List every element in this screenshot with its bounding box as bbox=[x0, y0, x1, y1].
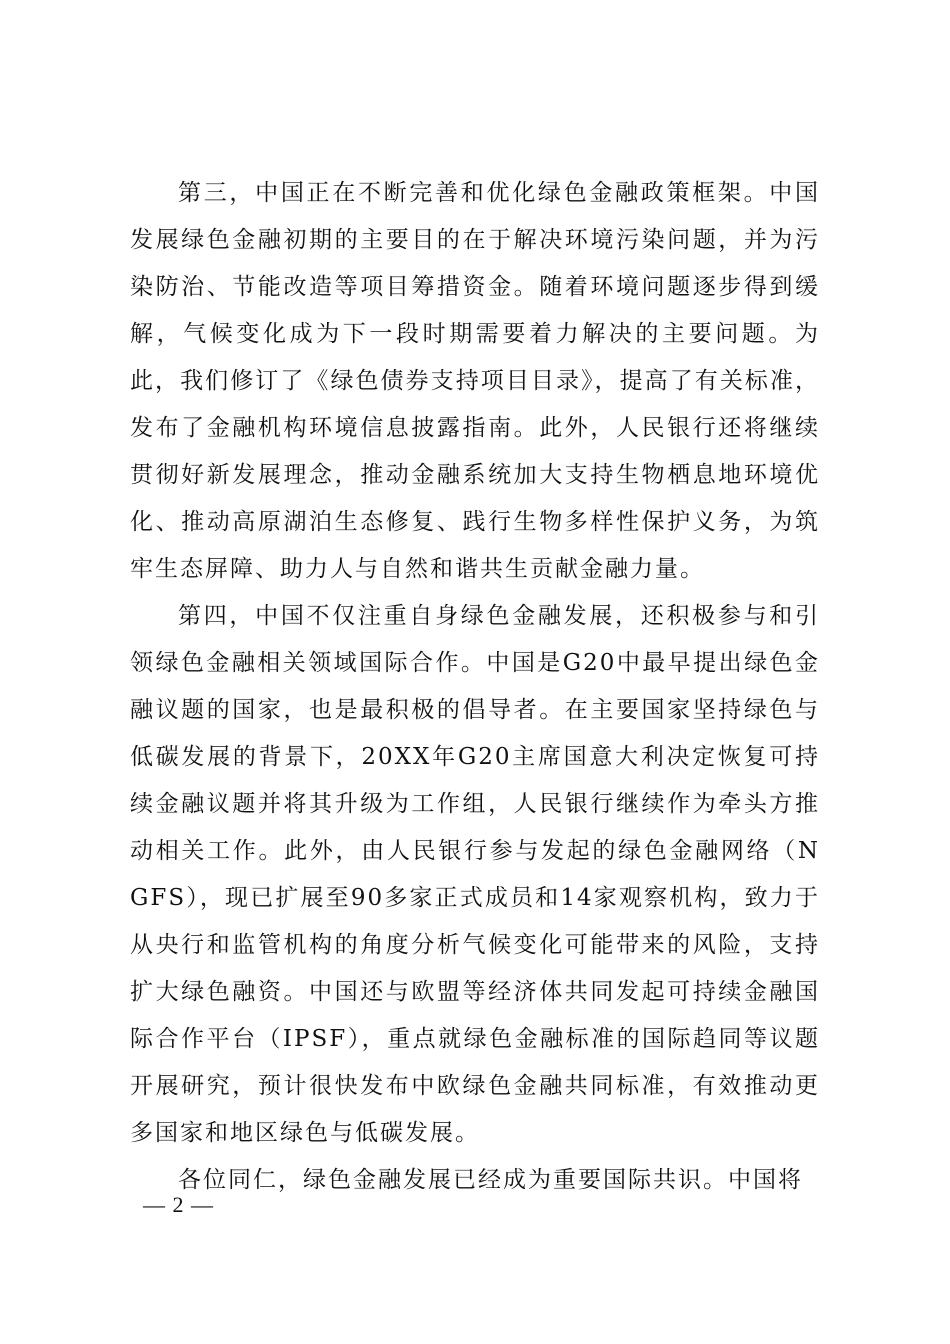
page-number: — 2 — bbox=[143, 1192, 214, 1217]
document-body bbox=[130, 170, 820, 1204]
paragraph-fourth-point: 第四，中国不仅注重自身绿色金融发展，还积极参与和引领绿色金融相关领域国际合作。中国是G20中最早提出绿色金融议题的国家，也是最积极的倡导者。在主要国家坚持绿色与低碳发展的背景下，20XX年G20主席国意大利决定恢复可持续金融议题并将其升级为工作组，人民银行继续作为牵头方推动相关工作。此外，由人民银行参与发起的绿色金融网络（NGFS），现已扩展至90多家正式成员和14家观察机构，致力于从央行和监管机构的角度分析气候变化可能带来的风险，支持扩大绿色融资。中国还与欧盟等经济体共同发起可持续金融国际合作平台（IPSF），重点就绿色金融标准的国际趋同等议题开展研究，预计很快发布中欧绿色金融共同标准，有效推动更多国家和地区绿色与低碳发展。 bbox=[130, 603, 820, 1146]
paragraph-closing: 各位同仁，绿色金融发展已经成为重要国际共识。中国将 bbox=[178, 1167, 803, 1193]
paragraph-third-point: 第三，中国正在不断完善和优化绿色金融政策框架。中国发展绿色金融初期的主要目的在于解决环境污染问题，并为污染防治、节能改造等项目筹措资金。随着环境问题逐步得到缓解，气候变化成为下一段时期需要着力解决的主要问题。为此，我们修订了《绿色债券支持项目目录》，提高了有关标准，发布了金融机构环境信息披露指南。此外，人民银行还将继续贯彻好新发展理念，推动金融系统加大支持生物栖息地环境优化、推动高原湖泊生态修复、践行生物多样性保护义务，为筑牢生态屏障、助力人与自然和谐共生贡献金融力量。 bbox=[130, 180, 820, 582]
